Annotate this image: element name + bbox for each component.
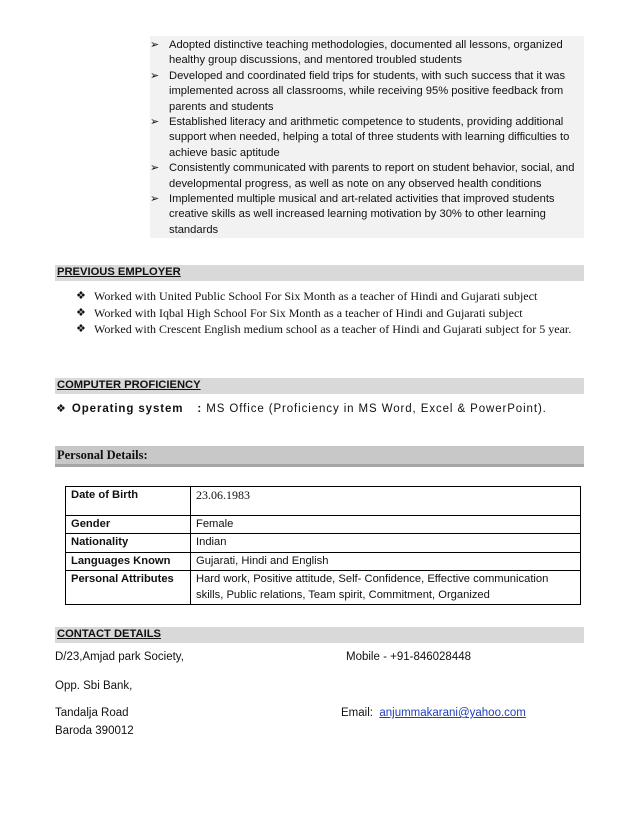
list-item: ➢ Developed and coordinated field trips for students, with such success that it was implemented across all classrooms, while receiving 95% positive feedback from parents and students bbox=[150, 69, 566, 113]
arrow-bullet-icon: ➢ bbox=[150, 116, 160, 129]
computer-proficiency-line bbox=[56, 402, 547, 415]
section-title: COMPUTER PROFICIENCY bbox=[57, 379, 201, 391]
table-row bbox=[66, 534, 581, 552]
email-link[interactable]: anjummakarani@yahoo.com bbox=[379, 707, 526, 719]
personal-details-table bbox=[65, 486, 581, 605]
row-value: Female bbox=[191, 516, 581, 534]
address-line-4: Baroda 390012 bbox=[55, 725, 134, 737]
mobile-line bbox=[346, 651, 471, 663]
section-title: PREVIOUS EMPLOYER bbox=[57, 266, 181, 278]
section-title: Personal Details: bbox=[57, 448, 148, 462]
list-item: ➢ Consistently communicated with parents to report on student behavior, social, and developmental progress, as well as note on any observed health conditions bbox=[150, 162, 575, 190]
section-header-computer-proficiency bbox=[55, 378, 584, 394]
row-key: Date of Birth bbox=[66, 487, 191, 516]
section-header-contact-details bbox=[55, 627, 584, 643]
row-value: Indian bbox=[191, 534, 581, 552]
row-value: Gujarati, Hindi and English bbox=[191, 552, 581, 570]
section-title: CONTACT DETAILS bbox=[57, 628, 161, 640]
address-line-3: Tandalja Road bbox=[55, 707, 129, 719]
list-item: ❖ Worked with Iqbal High School For Six Month as a teacher of Hindi and Gujarati subject bbox=[76, 305, 523, 320]
list-item: ➢ Established literacy and arithmetic competence to students, providing additional support when needed, helping a total of three students with learning difficulties to achieve basic aptitude bbox=[150, 116, 570, 159]
list-item: ❖ Worked with United Public School For Six Month as a teacher of Hindi and Gujarati subject bbox=[76, 289, 538, 303]
previous-employer-list bbox=[76, 288, 576, 338]
section-header-personal-details bbox=[55, 446, 584, 467]
experience-list bbox=[150, 38, 580, 238]
section-header-previous-employer bbox=[55, 265, 584, 281]
diamond-bullet-icon: ❖ bbox=[56, 403, 66, 415]
mobile-label: Mobile - bbox=[346, 651, 391, 663]
arrow-bullet-icon: ➢ bbox=[150, 69, 160, 82]
arrow-bullet-icon: ➢ bbox=[150, 162, 160, 175]
address-line-2: Opp. Sbi Bank, bbox=[55, 680, 133, 692]
diamond-bullet-icon: ❖ bbox=[76, 306, 86, 319]
os-label: Operating system bbox=[71, 403, 184, 415]
email-line bbox=[341, 707, 526, 719]
diamond-bullet-icon: ❖ bbox=[76, 290, 86, 302]
diamond-bullet-icon: ❖ bbox=[76, 323, 86, 335]
email-label: Email: bbox=[341, 707, 373, 719]
row-key: Languages Known bbox=[66, 552, 191, 570]
os-colon: : bbox=[197, 403, 203, 415]
table-row bbox=[66, 552, 581, 570]
row-key: Personal Attributes bbox=[66, 571, 191, 605]
arrow-bullet-icon: ➢ bbox=[150, 193, 160, 206]
address-line-1: D/23,Amjad park Society, bbox=[55, 651, 184, 663]
row-value: 23.06.1983 bbox=[191, 487, 581, 516]
mobile-number: +91-846028448 bbox=[390, 651, 472, 663]
row-key: Gender bbox=[66, 516, 191, 534]
row-key: Nationality bbox=[66, 534, 191, 552]
table-row bbox=[66, 516, 581, 534]
list-item: ➢ Implemented multiple musical and art-related activities that improved students creative skills as well increased learning motivation by 30% to other learning standards bbox=[150, 193, 555, 236]
arrow-bullet-icon: ➢ bbox=[150, 39, 160, 51]
list-item: ❖ Worked with Crescent English medium school as a teacher of Hindi and Gujarati subject for 5 year. bbox=[76, 322, 572, 336]
table-row bbox=[66, 571, 581, 605]
os-value: MS Office (Proficiency in MS Word, Excel & PowerPoint). bbox=[206, 403, 547, 415]
list-item: ➢ Adopted distinctive teaching methodologies, documented all lessons, organized healthy group discussions, and mentored troubled students bbox=[150, 39, 563, 67]
row-value: Hard work, Positive attitude, Self- Confidence, Effective communication skills, Public relations, Team spirit, Commitment, Organized bbox=[191, 571, 581, 605]
table-row bbox=[66, 487, 581, 516]
